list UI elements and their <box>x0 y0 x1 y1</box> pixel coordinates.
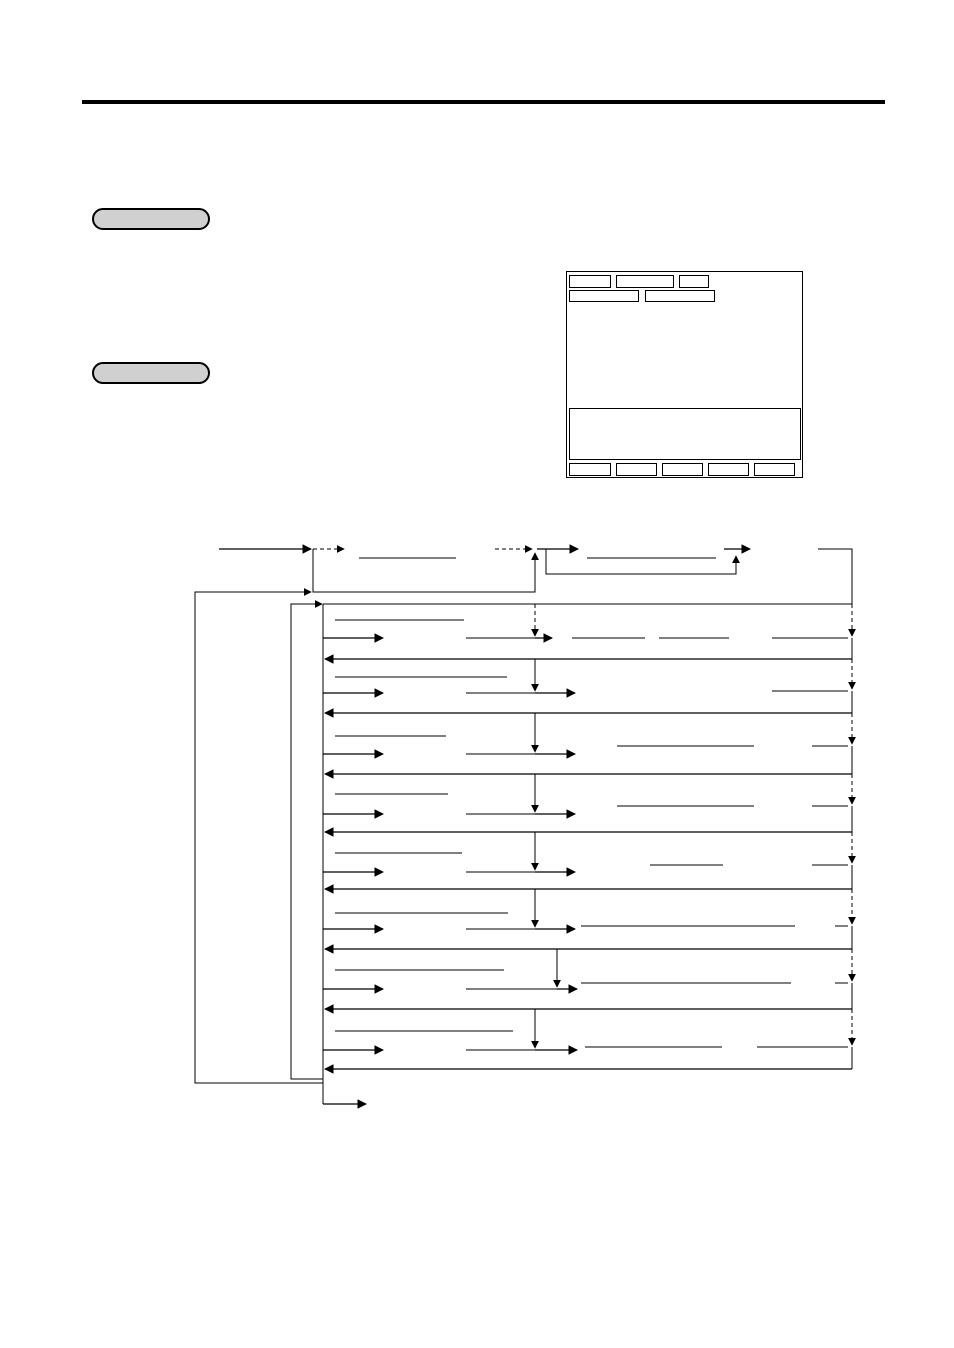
entry-loop-2 <box>546 549 736 574</box>
flow-rows <box>323 604 852 1069</box>
inner-return-loop <box>291 604 323 1079</box>
entry-right-connector <box>818 549 852 604</box>
outer-return-loop <box>195 592 323 1083</box>
entry-loop-1 <box>313 549 535 592</box>
